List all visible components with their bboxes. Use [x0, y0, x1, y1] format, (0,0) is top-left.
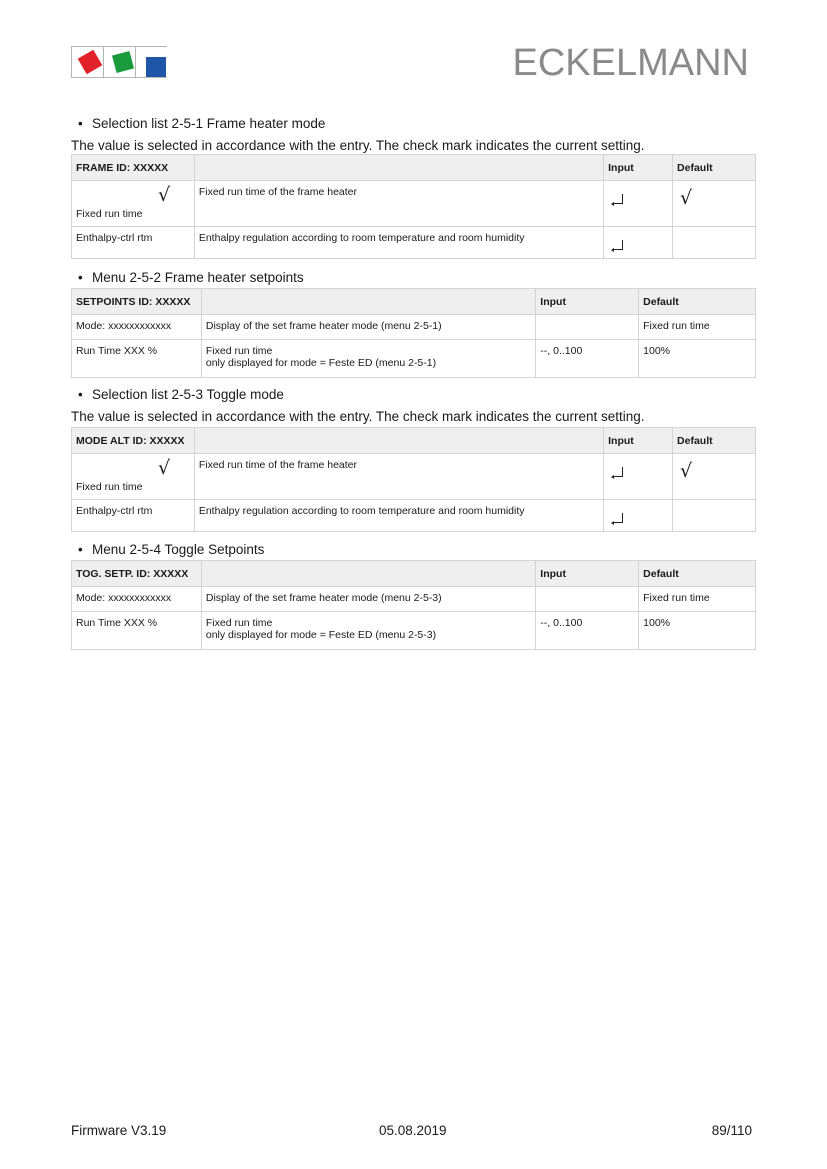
option-description: Fixed run time of the frame heater: [194, 181, 603, 227]
setpoint-input: [536, 315, 639, 340]
table-row: [72, 227, 756, 259]
footer-date: 05.08.2019: [379, 1123, 447, 1138]
setpoint-default: 100%: [639, 340, 756, 378]
option-label[interactable]: Enthalpy-ctrl rtm: [72, 227, 195, 259]
setpoint-input: [536, 587, 639, 612]
default-cell: [673, 227, 756, 259]
table-header-cell: TOG. SETP. ID: XXXXX: [72, 561, 202, 587]
table-header-cell: FRAME ID: XXXXX: [72, 155, 195, 181]
table-header-cell: Input: [604, 155, 673, 181]
table-header-cell: [194, 428, 603, 454]
setpoint-default: 100%: [639, 612, 756, 650]
check-icon: √: [680, 187, 693, 209]
table-header-cell: Default: [673, 155, 756, 181]
setpoint-description: Display of the set frame heater mode (menu 2-5-1): [201, 315, 535, 340]
logo-blue-square: [146, 57, 166, 77]
toggle-setpoints-table: [71, 560, 756, 650]
check-icon: √: [158, 457, 171, 479]
setpoint-input: --, 0..100: [536, 340, 639, 378]
default-cell: [673, 500, 756, 532]
input-cell: [604, 181, 673, 227]
option-label: Fixed run time: [76, 208, 143, 220]
setpoint-input: --, 0..100: [536, 612, 639, 650]
table-row: [72, 587, 756, 612]
toggle-mode-table: [71, 427, 756, 532]
section-heading-toggle-mode: • Selection list 2-5-3 Toggle mode: [78, 387, 284, 402]
table-header-cell: SETPOINTS ID: XXXXX: [72, 289, 202, 315]
option-cell[interactable]: [72, 454, 195, 500]
enter-icon: [611, 194, 623, 204]
table-row: [72, 454, 756, 500]
option-description: Enthalpy regulation according to room temperature and room humidity: [194, 500, 603, 532]
table-header-cell: Input: [536, 561, 639, 587]
footer-firmware: Firmware V3.19: [71, 1123, 167, 1138]
table-header-cell: [194, 155, 603, 181]
enter-icon: [611, 467, 623, 477]
check-icon: √: [680, 460, 693, 482]
footer-page-number: 89/110: [711, 1123, 752, 1138]
table-header-row: [72, 289, 756, 315]
table-header-row: [72, 561, 756, 587]
setpoint-name[interactable]: Run Time XXX %: [72, 340, 202, 378]
enter-icon: [611, 513, 623, 523]
section-intro: The value is selected in accordance with the entry. The check mark indicates the current setting.: [71, 409, 645, 424]
table-header-cell: Default: [639, 561, 756, 587]
setpoint-name[interactable]: Mode: xxxxxxxxxxxx: [72, 315, 202, 340]
enter-icon: [611, 240, 623, 250]
table-header-cell: Default: [639, 289, 756, 315]
logo-green-square: [112, 51, 134, 73]
setpoint-description: Fixed run time only displayed for mode = Feste ED (menu 2-5-1): [201, 340, 535, 378]
table-row: [72, 315, 756, 340]
option-description: Fixed run time of the frame heater: [194, 454, 603, 500]
setpoint-description: Fixed run time only displayed for mode = Feste ED (menu 2-5-3): [201, 612, 535, 650]
section-intro: The value is selected in accordance with the entry. The check mark indicates the current setting.: [71, 138, 645, 153]
setpoint-name[interactable]: Run Time XXX %: [72, 612, 202, 650]
input-cell: [604, 454, 673, 500]
input-cell: [604, 227, 673, 259]
logo-red-square: [78, 50, 103, 75]
section-heading-frame-heater-setpoints: • Menu 2-5-2 Frame heater setpoints: [78, 270, 304, 285]
table-header-cell: MODE ALT ID: XXXXX: [72, 428, 195, 454]
setpoint-name[interactable]: Mode: xxxxxxxxxxxx: [72, 587, 202, 612]
frame-heater-mode-table: [71, 154, 756, 259]
brand-name: ECKELMANN: [512, 42, 749, 84]
section-heading-frame-heater-mode: • Selection list 2-5-1 Frame heater mode: [78, 116, 326, 131]
check-icon: √: [158, 184, 171, 206]
option-cell[interactable]: [72, 181, 195, 227]
table-header-row: [72, 428, 756, 454]
table-row: [72, 340, 756, 378]
default-cell: [673, 454, 756, 500]
table-header-cell: [201, 561, 535, 587]
table-header-cell: [201, 289, 535, 315]
section-heading-toggle-setpoints: • Menu 2-5-4 Toggle Setpoints: [78, 542, 265, 557]
table-header-cell: Default: [673, 428, 756, 454]
table-header-row: [72, 155, 756, 181]
setpoint-default: Fixed run time: [639, 315, 756, 340]
option-label: Fixed run time: [76, 481, 143, 493]
table-row: [72, 500, 756, 532]
eckelmann-logo: [71, 46, 167, 78]
setpoint-description: Display of the set frame heater mode (menu 2-5-3): [201, 587, 535, 612]
table-row: [72, 181, 756, 227]
table-header-cell: Input: [536, 289, 639, 315]
option-label[interactable]: Enthalpy-ctrl rtm: [72, 500, 195, 532]
input-cell: [604, 500, 673, 532]
option-description: Enthalpy regulation according to room temperature and room humidity: [194, 227, 603, 259]
setpoint-default: Fixed run time: [639, 587, 756, 612]
table-row: [72, 612, 756, 650]
table-header-cell: Input: [604, 428, 673, 454]
default-cell: [673, 181, 756, 227]
frame-heater-setpoints-table: [71, 288, 756, 378]
